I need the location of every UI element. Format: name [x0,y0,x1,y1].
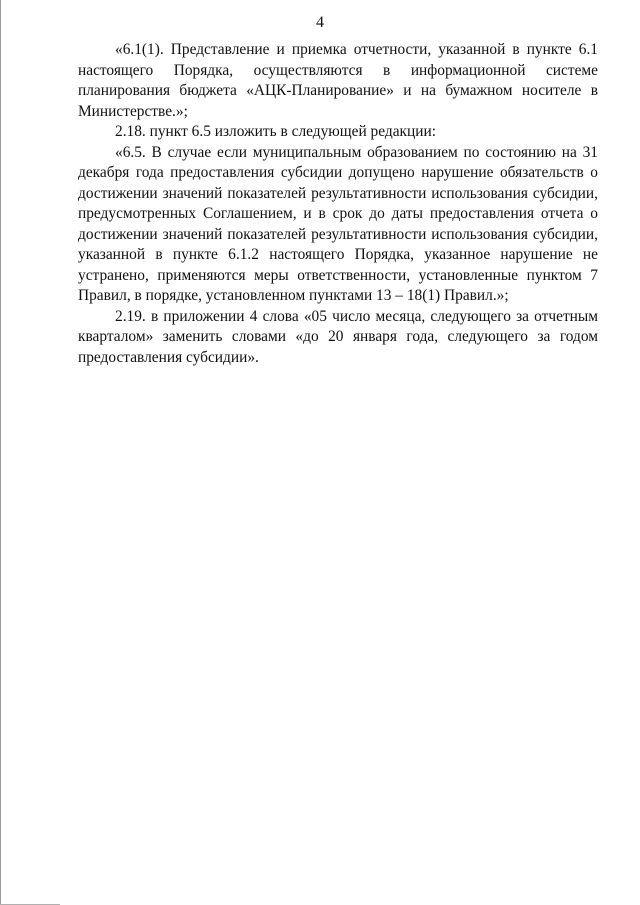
scan-edge-line [0,0,1,905]
paragraph-2-18: 2.18. пункт 6.5 изложить в следующей редакции: [115,123,436,140]
page-number: 4 [316,14,324,31]
paragraph-6-5: «6.5. В случае если муниципальным образованием по состоянию на 31 декабря года предоставления субсидии допущено нарушение обязательств о достижении значений показателей результативности использования субсидии, предусмотренных Соглашением, и в срок до даты предоставления отчета о достижении значений показателей результативности использования субсидии, указанной в пункте 6.1.2 настоящего Порядка, указанное нарушение не устранено, применяются меры ответственности, установленные пунктом 7 Правил, в порядке, установленном пунктами 13 – 18(1) Правил.»; [78,143,598,304]
paragraph-2-19: 2.19. в приложении 4 слова «05 число месяца, следующего за отчетным кварталом» заменить словами «до 20 января года, следующего за годом предоставления субсидии». [78,307,598,366]
document-body [78,40,598,368]
paragraph-6-1-1: «6.1(1). Представление и приемка отчетности, указанной в пункте 6.1 настоящего Порядка, осуществляются в информационной системе планирования бюджета «АЦК-Планирование» и на бумажном носителе в Министерстве.»; [78,41,598,120]
